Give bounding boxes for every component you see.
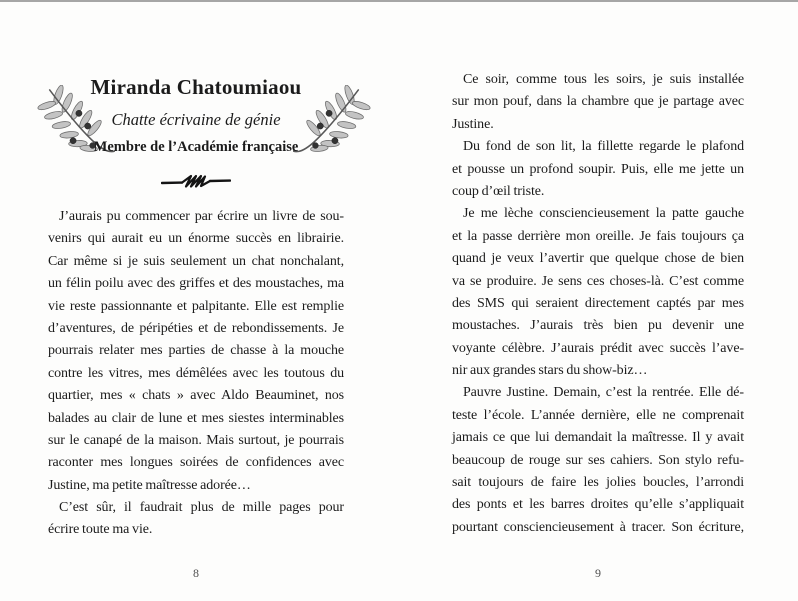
text-line: Pauvre Justine. Demain, c’est la rentrée. Elle dé- <box>463 385 744 401</box>
text-line: pourrais relater mes parties de chasse à la mouche <box>48 343 344 359</box>
text-line: Justine, ma petite maîtresse adorée… <box>48 477 251 493</box>
text-line: et la passe derrière mon oreille. Je fais toujours ça <box>452 228 744 244</box>
section-divider <box>48 174 344 194</box>
text-line: Justine. <box>452 116 494 132</box>
text-line: jamais ce que lui demandait la maîtresse. Il y avait <box>452 430 744 446</box>
right-page-body <box>452 69 744 539</box>
text-line: voyante célèbre. J’aurais prédit avec succès l’ave- <box>452 340 744 356</box>
text-line: venirs qui aurait eu un énorme succès en librairie. <box>48 231 344 247</box>
text-line: des ponts et les barres droites qu’elle s’appliquait <box>452 497 744 513</box>
twisted-rope-divider-icon <box>161 174 231 189</box>
text-line: J’aurais pu commencer par écrire un livre de sou- <box>59 209 344 224</box>
text-line: sur mon pouf, dans la chambre que je partage avec <box>452 94 744 110</box>
left-page-body <box>48 206 344 542</box>
text-line: nir aux grandes stars du show-biz… <box>452 363 648 379</box>
author-title: Miranda Chatoumiaou <box>90 75 302 99</box>
text-line: écrire toute ma vie. <box>48 522 153 538</box>
text-line: Car même si je suis seulement un chat nonchalant, <box>48 253 344 269</box>
author-affiliation: Membre de l’Académie française <box>93 139 299 155</box>
text-line: pourtant consciencieusement à tracer. Son écriture, <box>452 519 744 535</box>
bottom-edge-line <box>0 0 798 2</box>
text-line: moustaches. J’aurais très bien pu devenir une <box>452 318 744 334</box>
text-line: Je me lèche consciencieusement la patte gauche <box>463 206 744 222</box>
page-number-right: 9 <box>595 566 601 580</box>
text-line: beaucoup de rouge sur ses cahiers. Son stylo refu- <box>452 452 744 468</box>
text-line: raconter mes longues soirées de confidences avec <box>48 455 344 471</box>
text-line: sait toujours de faire les jolies boucles, l’arrondi <box>452 475 744 491</box>
text-line: C’est sûr, il faudrait plus de mille pages pour <box>59 500 344 516</box>
text-line: contre les vitres, mes démêlées avec les toutous du <box>48 365 344 381</box>
text-line: quartier, mes « chats » avec Aldo Beauminet, nos <box>48 388 344 404</box>
text-line: coup d’œil triste. <box>452 183 545 199</box>
text-line: un félin poilu avec des griffes et des moustaches, ma <box>48 276 344 292</box>
text-line: balades au clair de lune et mes siestes interminables <box>48 410 344 426</box>
text-line: d’aventures, de péripéties et de rebondissements. Je <box>48 320 344 336</box>
author-subtitle: Chatte écrivaine de génie <box>111 110 281 129</box>
text-line: teste l’école. L’année dernière, elle ne comprenait <box>452 407 744 423</box>
text-line: des SMS qui seraient directement captés par mes <box>452 295 744 311</box>
text-line: et pousse un profond soupir. Puis, elle me jette un <box>452 161 744 177</box>
text-line: va se produire. Je sens ces choses-là. C’est comme <box>452 273 744 289</box>
text-line: sur le canapé de la maison. Mais surtout, je pourrais <box>48 432 344 448</box>
page-number-left: 8 <box>193 566 199 580</box>
text-line: quand je veux l’avertir que quelque chose de bien <box>452 251 744 267</box>
text-line: Du fond de son lit, la fillette regarde le plafond <box>463 139 744 155</box>
text-line: Ce soir, comme tous les soirs, je suis installée <box>463 72 744 87</box>
text-line: vie reste passionnante et palpitante. Elle est remplie <box>48 298 344 314</box>
